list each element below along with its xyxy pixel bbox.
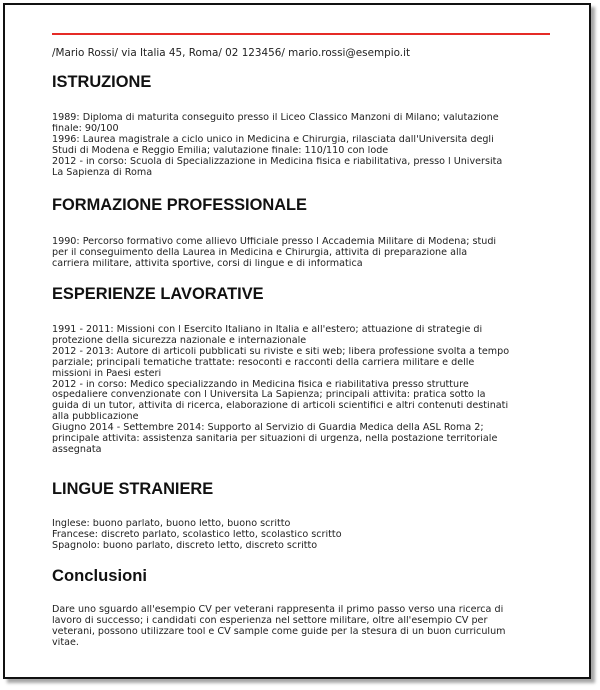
body-text-line: guida di un tutor, attivita di ricerca, elaborazione di articoli scientifici e altri contenuti destinati: [52, 401, 509, 412]
section-body-formazione: [52, 237, 552, 270]
body-text-line: carriera militare, attivita sportive, corsi di lingue e di informatica: [52, 258, 363, 269]
body-text-line: 2012 - 2013: Autore di articoli pubblicati su riviste e siti web; libera professione svolta a tempo: [52, 346, 510, 357]
body-text-line: missioni in Paesi esteri: [52, 368, 162, 379]
body-text-line: vitae.: [52, 637, 79, 648]
body-text-line: finale: 90/100: [52, 123, 119, 134]
body-text-line: principale attivita: assistenza sanitaria per situazioni di urgenza, nella postazione territoriale: [52, 434, 498, 445]
body-text-line: 2012 - in corso: Medico specializzando in Medicina fisica e riabilitativa presso strutture: [52, 379, 469, 390]
body-text-line: Giugno 2014 - Settembre 2014: Supporto al Servizio di Guardia Medica della ASL Roma 2;: [52, 423, 484, 434]
section-heading-lingue: LINGUE STRANIERE: [52, 480, 214, 498]
contact-line: /Mario Rossi/ via Italia 45, Roma/ 02 123456/ mario.rossi@esempio.it: [52, 47, 411, 59]
section-body-conclusioni: [52, 605, 552, 649]
body-text-line: Dare uno sguardo all'esempio CV per veterani rappresenta il primo passo verso una ricerca di: [52, 605, 504, 615]
section-heading-esperienze: ESPERIENZE LAVORATIVE: [52, 285, 264, 303]
body-text-line: alla pubblicazione: [52, 412, 139, 423]
body-text-line: ospedaliere convenzionate con l Universita La Sapienza; principali attivita: pratica sotto la: [52, 390, 486, 401]
body-text-line: 1991 - 2011: Missioni con l Esercito Italiano in Italia e all'estero; attuazione di strategie di: [52, 325, 483, 335]
body-text-line: Studi di Modena e Reggio Emilia; valutazione finale: 110/110 con lode: [52, 145, 389, 156]
body-text-line: per il conseguimento della Laurea in Medicina e Chirurgia, attivita di preparazione alla: [52, 247, 468, 258]
body-text-line: 1996: Laurea magistrale a ciclo unico in Medicina e Chirurgia, rilasciata dall'Universita degli: [52, 134, 494, 145]
body-text-line: veterani, possono utilizzare tool e CV sample come guide per la stesura di un buon curriculum: [52, 626, 506, 637]
header-accent-rule: [52, 33, 550, 35]
section-body-lingue: [52, 519, 552, 552]
body-text-line: parziale; principali tematiche trattate: resoconti e racconti della carriera militare e delle: [52, 357, 475, 368]
body-text-line: assegnata: [52, 444, 102, 455]
body-text-line: Inglese: buono parlato, buono letto, buono scritto: [52, 519, 291, 529]
body-text-line: protezione della sicurezza nazionale e internazionale: [52, 335, 307, 346]
section-heading-formazione: FORMAZIONE PROFESSIONALE: [52, 196, 307, 214]
body-text-line: 2012 - in corso: Scuola di Specializzazione in Medicina fisica e riabilitativa, presso l Universita: [52, 156, 503, 167]
section-body-istruzione: [52, 113, 552, 178]
body-text-line: 1989: Diploma di maturita conseguito presso il Liceo Classico Manzoni di Milano; valutazione: [52, 113, 499, 123]
body-text-line: Francese: discreto parlato, scolastico letto, scolastico scritto: [52, 529, 342, 540]
body-text-line: Spagnolo: buono parlato, discreto letto, discreto scritto: [52, 540, 318, 551]
section-body-esperienze: [52, 325, 552, 456]
section-heading-istruzione: ISTRUZIONE: [52, 73, 152, 91]
body-text-line: 1990: Percorso formativo come allievo Ufficiale presso l Accademia Militare di Modena; studi: [52, 237, 497, 247]
body-text-line: La Sapienza di Roma: [52, 167, 153, 178]
section-heading-conclusioni: Conclusioni: [52, 566, 147, 585]
body-text-line: lavoro di successo; i candidati con esperienza nel settore militare, oltre all'esempio CV per: [52, 615, 488, 626]
